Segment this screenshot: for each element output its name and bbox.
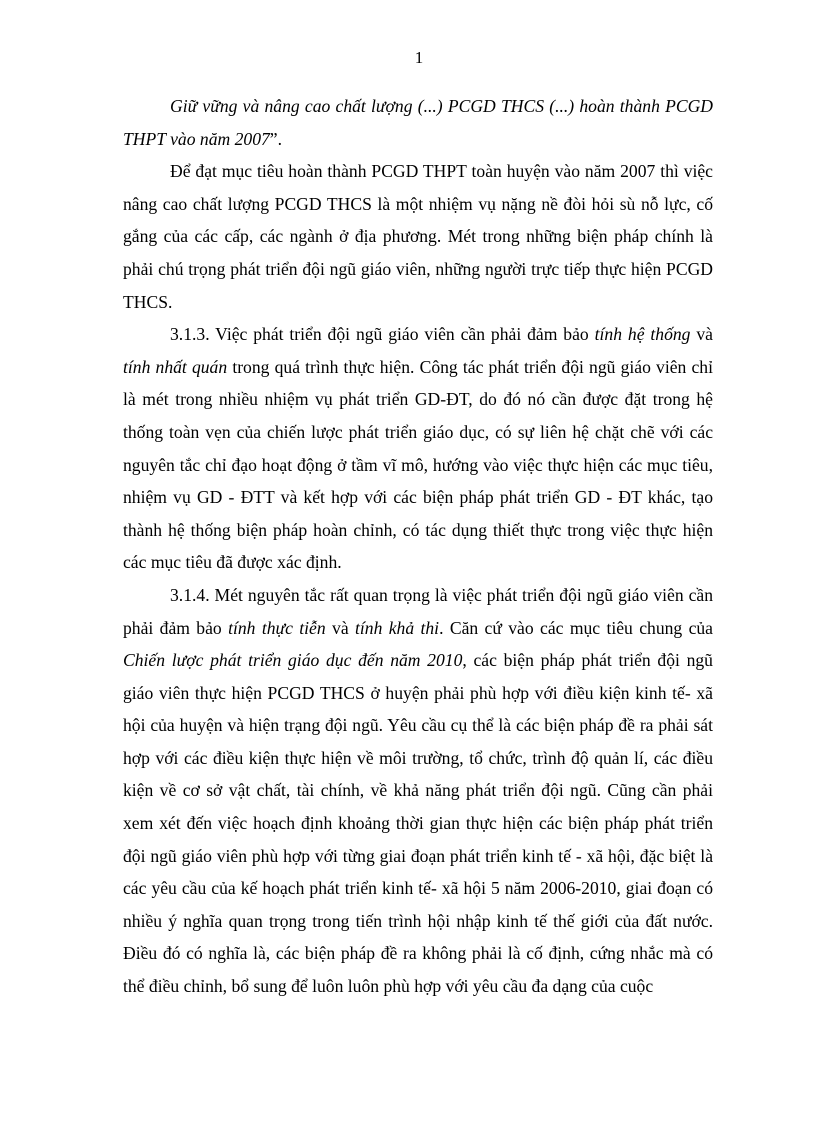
paragraph-3-1-4 xyxy=(123,579,713,1003)
document-body xyxy=(123,90,713,1003)
p2-italic-1: tính hệ thống xyxy=(594,324,691,345)
p3-text-3: . Căn cứ vào các mục tiêu chung của xyxy=(439,617,713,638)
p3-text-2: và xyxy=(325,617,355,638)
p2-text-3: trong quá trình thực hiện. Công tác phát triển đội ngũ giáo viên chỉ là mét trong nhiều nhiệm vụ phát triển GD-ĐT, do đó nó cần được đặt trong hệ thống toàn vẹn của chiến lược phát triển giáo dục, có sự liên hệ chặt chẽ với các nguyên tắc chỉ đạo hoạt động ở tầm vĩ mô, hướng vào việc thực hiện các mục tiêu, nhiệm vụ GD - ĐTT và kết hợp với các biện pháp phát triển GD - ĐT khác, tạo thành hệ thống biện pháp hoàn chỉnh, có tác dụng thiết thực trong việc thực hiện các mục tiêu đã được xác định. xyxy=(123,356,713,573)
p2-italic-2: tính nhất quán xyxy=(123,356,228,377)
page-number: 1 xyxy=(414,48,424,67)
p3-italic-1: tính thực tiễn xyxy=(228,617,326,638)
paragraph-3-1-3 xyxy=(123,318,713,579)
quote-closing: ”. xyxy=(269,128,283,149)
paragraph-1: Để đạt mục tiêu hoàn thành PCGD THPT toàn huyện vào năm 2007 thì việc nâng cao chất lượng PCGD THCS là một nhiệm vụ nặng nề đòi hỏi sù nỗ lực, cố gắng của các cấp, các ngành ở địa phương. Mét trong những biện pháp chính là phải chú trọng phát triển đội ngũ giáo viên, những người trực tiếp thực hiện PCGD THCS. xyxy=(123,161,713,312)
p2-text-1: 3.1.3. Việc phát triển đội ngũ giáo viên cần phải đảm bảo xyxy=(170,324,595,345)
quote-paragraph xyxy=(123,90,713,155)
p3-italic-3: Chiến lược phát triển giáo dục đến năm 2010 xyxy=(123,650,463,671)
p3-text-4: , các biện pháp phát triển đội ngũ giáo viên thực hiện PCGD THCS ở huyện phải phù hợp với điều kiện kinh tế- xã hội của huyện và hiện trạng đội ngũ. Yêu cầu cụ thể là các biện pháp đề ra phải sát hợp với các điều kiện thực hiện về môi trường, tổ chức, trình độ quản lí, các điều kiện về cơ sở vật chất, tài chính, về khả năng phát triển đội ngũ. Cũng cần phải xem xét đến việc hoạch định khoảng thời gian thực hiện các biện pháp phát triển đội ngũ giáo viên phù hợp với từng giai đoạn phát triển kinh tế - xã hội, đặc biệt là các yêu cầu của kế hoạch phát triển kinh tế- xã hội 5 năm 2006-2010, giai đoạn có nhiều ý nghĩa quan trọng trong tiến trình hội nhập kinh tế thế giới của đất nước. Điều đó có nghĩa là, các biện pháp đề ra không phải là cố định, cứng nhắc mà có thể điều chỉnh, bổ sung để luôn luôn phù hợp với yêu cầu đa dạng của cuộc xyxy=(123,650,713,997)
quote-text: Giữ vững và nâng cao chất lượng (...) PCGD THCS (...) hoàn thành PCGD THPT vào năm 2007 xyxy=(123,96,713,149)
p2-text-2: và xyxy=(690,324,713,345)
p3-italic-2: tính khả thi xyxy=(355,617,440,638)
p3-text-1: 3.1.4. Mét nguyên tắc rất quan trọng là việc phát triển đội ngũ giáo viên cần phải đảm bảo xyxy=(123,584,713,638)
